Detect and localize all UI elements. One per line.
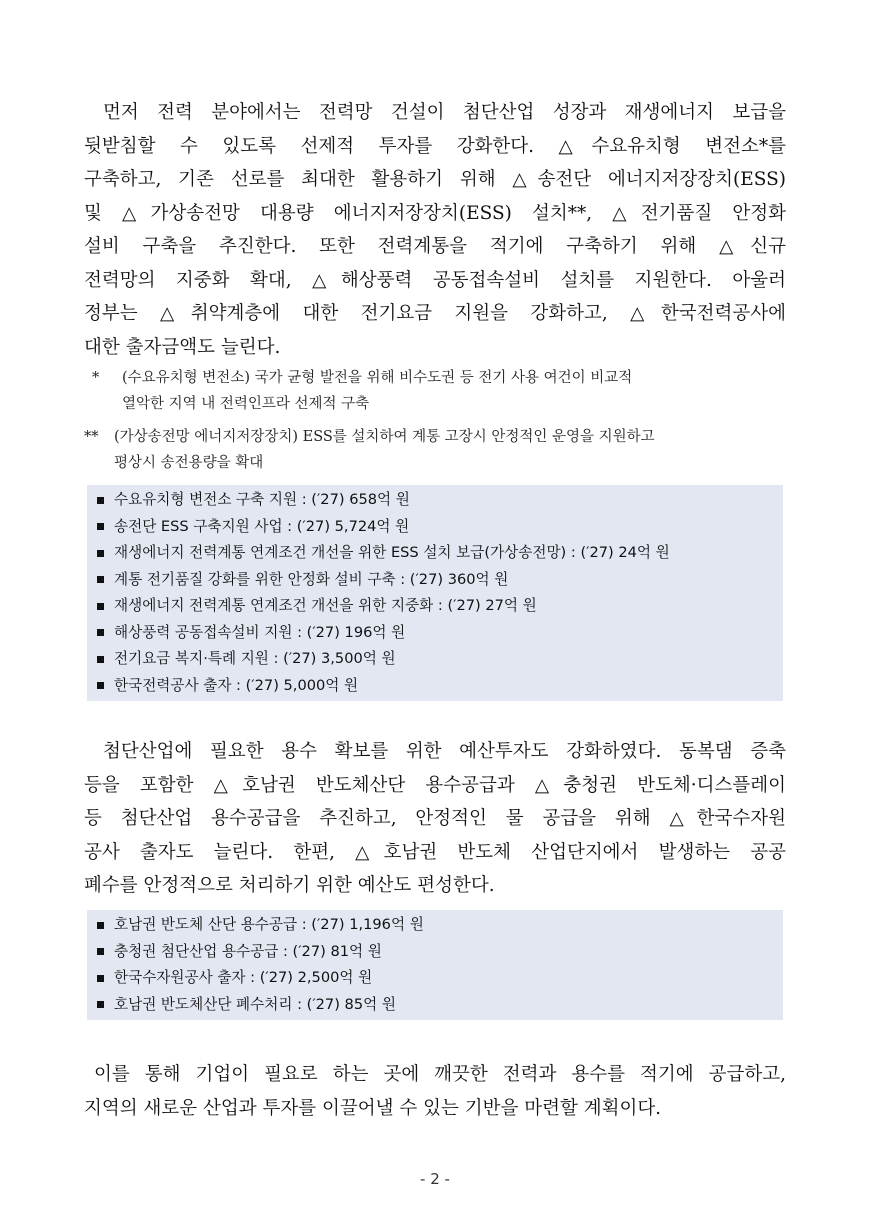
square-bullet-icon xyxy=(97,922,104,929)
footnote-virtual-grid xyxy=(84,424,786,476)
square-bullet-icon xyxy=(97,682,104,689)
paragraph-conclusion xyxy=(84,1058,786,1125)
footnote-line: (가상송전망 에너지저장장치) ESS를 설치하여 계통 고장시 안정적인 운영을 지원하고 xyxy=(114,429,655,445)
list-item: 수요유치형 변전소 구축 지원 : (′27) 658억 원 xyxy=(87,487,783,514)
list-item: 전기요금 복지·특례 지원 : (′27) 3,500억 원 xyxy=(87,646,783,673)
list-item: 송전단 ESS 구축지원 사업 : (′27) 5,724억 원 xyxy=(87,514,783,541)
square-bullet-icon xyxy=(97,975,104,982)
list-item: 해상풍력 공동접속설비 지원 : (′27) 196억 원 xyxy=(87,620,783,647)
list-item: 재생에너지 전력계통 연계조건 개선을 위한 ESS 설치 보급(가상송전망) : (′27) 24억 원 xyxy=(87,540,783,567)
paragraph-line: 지역의 새로운 산업과 투자를 이끌어낼 수 있는 기반을 마련할 계획이다. xyxy=(84,1097,662,1119)
footnote-substation xyxy=(84,365,786,417)
square-bullet-icon xyxy=(97,550,104,557)
paragraph-line: 폐수를 안정적으로 처리하기 위한 예산도 편성한다. xyxy=(84,875,495,896)
square-bullet-icon xyxy=(97,523,104,530)
square-bullet-icon xyxy=(97,948,104,955)
footnote-line: 열악한 지역 내 전력인프라 선제적 구축 xyxy=(122,396,370,412)
paragraph-line: 구축하고, 기존 선로를 최대한 활용하기 위해 △송전단 에너지저장장치(ESS) xyxy=(84,169,786,190)
budget-box-power xyxy=(87,485,783,701)
footnote-line: 평상시 송전용량을 확대 xyxy=(114,455,264,471)
paragraph-line: 먼저 전력 분야에서는 전력망 건설이 첨단산업 성장과 재생에너지 보급을 xyxy=(103,102,786,123)
list-item: 호남권 반도체 산단 용수공급 : (′27) 1,196억 원 xyxy=(87,912,783,939)
square-bullet-icon xyxy=(97,656,104,663)
budget-box-water xyxy=(87,910,783,1020)
list-item: 재생에너지 전력계통 연계조건 개선을 위한 지중화 : (′27) 27억 원 xyxy=(87,593,783,620)
paragraph-line: 및 △가상송전망 대용량 에너지저장장치(ESS) 설치**, △전기품질 안정화 xyxy=(84,202,786,224)
square-bullet-icon xyxy=(97,629,104,636)
paragraph-line: 등 첨단산업 용수공급을 추진하고, 안정적인 물 공급을 위해 △한국수자원 xyxy=(84,808,786,829)
footnote-mark: ** xyxy=(84,429,99,445)
page-number: - 2 - xyxy=(420,1170,450,1188)
paragraph-power-sector xyxy=(84,96,786,364)
paragraph-line: 뒷받침할 수 있도록 선제적 투자를 강화한다. △수요유치형 변전소*를 xyxy=(84,135,786,157)
square-bullet-icon xyxy=(97,576,104,583)
paragraph-line: 등을 포함한 △호남권 반도체산단 용수공급과 △충청권 반도체·디스플레이 xyxy=(84,774,786,796)
footnote-line: (수요유치형 변전소) 국가 균형 발전을 위해 비수도권 등 전기 사용 여건이 비교적 xyxy=(122,370,633,386)
square-bullet-icon xyxy=(97,603,104,610)
paragraph-water-supply xyxy=(84,735,786,903)
paragraph-line: 대한 출자금액도 늘린다. xyxy=(84,336,281,358)
square-bullet-icon xyxy=(97,497,104,504)
list-item: 한국전력공사 출자 : (′27) 5,000억 원 xyxy=(87,673,783,700)
paragraph-line: 공사 출자도 늘린다. 한편, △호남권 반도체 산업단지에서 발생하는 공공 xyxy=(84,841,786,863)
list-item: 호남권 반도체산단 폐수처리 : (′27) 85억 원 xyxy=(87,992,783,1019)
paragraph-line: 이를 통해 기업이 필요로 하는 곳에 깨끗한 전력과 용수를 적기에 공급하고, xyxy=(94,1064,786,1085)
list-item: 한국수자원공사 출자 : (′27) 2,500억 원 xyxy=(87,965,783,992)
paragraph-line: 설비 구축을 추진한다. 또한 전력계통을 적기에 구축하기 위해 △신규 xyxy=(84,236,786,257)
list-item: 충청권 첨단산업 용수공급 : (′27) 81억 원 xyxy=(87,939,783,966)
paragraph-line: 첨단산업에 필요한 용수 확보를 위한 예산투자도 강화하였다. 동복댐 증축 xyxy=(103,741,786,762)
square-bullet-icon xyxy=(97,1001,104,1008)
list-item: 계통 전기품질 강화를 위한 안정화 설비 구축 : (′27) 360억 원 xyxy=(87,567,783,594)
paragraph-line: 전력망의 지중화 확대, △해상풍력 공동접속설비 설치를 지원한다. 아울러 xyxy=(84,269,786,291)
paragraph-line: 정부는 △취약계층에 대한 전기요금 지원을 강화하고, △한국전력공사에 xyxy=(84,303,786,324)
footnote-mark: * xyxy=(92,370,100,386)
